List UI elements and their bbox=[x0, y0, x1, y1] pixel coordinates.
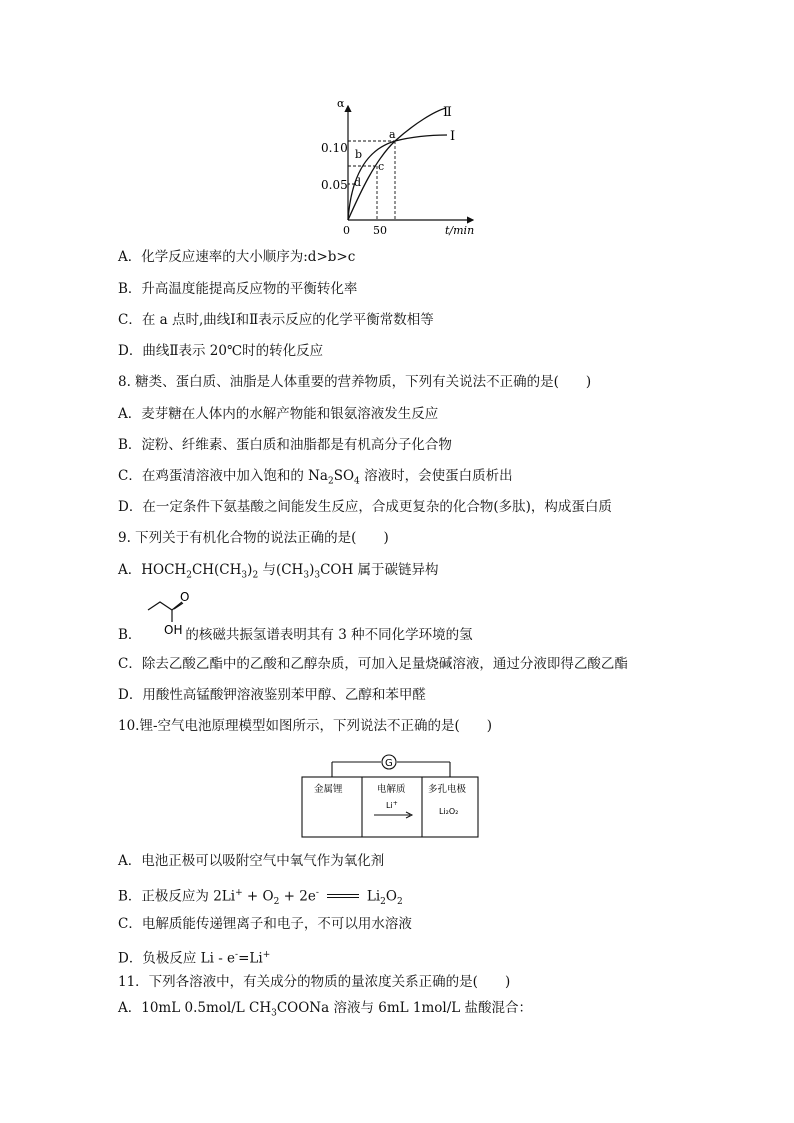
lithium-metal-label: 金属锂 bbox=[314, 784, 343, 795]
mol-hydroxyl-label: OH bbox=[164, 623, 183, 637]
point-label-a: a bbox=[389, 128, 396, 141]
conversion-graph bbox=[321, 97, 485, 240]
q10-option-b: B．正极反应为 $2Li^+ + O_2 + 2e^-$ $Li_2O_2$ bbox=[118, 888, 403, 908]
curve-II bbox=[348, 108, 446, 220]
curve-I bbox=[348, 135, 447, 220]
lithium-ion-label: Li+ bbox=[386, 800, 398, 810]
q9-option-d: D．用酸性高锰酸钾溶液鉴别苯甲醇、乙醇和苯甲醛 bbox=[118, 687, 426, 703]
q7-option-d: D．曲线Ⅱ表示 20℃时的转化反应 bbox=[118, 343, 324, 359]
point-label-c: c bbox=[378, 160, 385, 173]
x-axis-label: t/min bbox=[445, 224, 475, 237]
q10-option-c: C．电解质能传递锂离子和电子，不可以用水溶液 bbox=[118, 916, 412, 932]
lithium-air-cell-diagram bbox=[300, 752, 482, 840]
point-label-d: d bbox=[354, 176, 362, 189]
origin-label: 0 bbox=[343, 224, 350, 237]
q9-option-b: B． 的核磁共振氢谱表明其有 3 种不同化学环境的氢 bbox=[118, 627, 473, 643]
galvanometer-label: G bbox=[385, 758, 393, 769]
porous-electrode-label: 多孔电极 bbox=[428, 784, 467, 795]
curve-label-II: Ⅱ bbox=[443, 105, 452, 120]
q8-option-c: C．在鸡蛋清溶液中加入饱和的 $Na_2SO_4$ 溶液时，会使蛋白质析出 bbox=[118, 468, 513, 487]
y-axis-label: α bbox=[337, 97, 345, 110]
mol-oxygen-label: O bbox=[180, 590, 190, 604]
q9-option-c: C．除去乙酸乙酯中的乙酸和乙醇杂质，可加入足量烧碱溶液，通过分液即得乙酸乙酯 bbox=[118, 656, 628, 672]
q9-option-a: A．$HOCH_2CH(CH_3)_2$ 与$(CH_3)_3COH$ 属于碳链异构 bbox=[118, 562, 439, 581]
q8-stem: 8. 糖类、蛋白质、油脂是人体重要的营养物质，下列有关说法不正确的是( ) bbox=[118, 374, 592, 390]
q11-option-a: A．10mL 0.5mol/L $CH_3COONa$ 溶液与 6mL 1mol/L 盐酸混合： bbox=[118, 1000, 533, 1019]
q10-option-a: A．电池正极可以吸附空气中氧气作为氧化剂 bbox=[118, 853, 385, 869]
q9-stem: 9. 下列关于有机化合物的说法正确的是( ) bbox=[118, 530, 389, 546]
x-tick-50: 50 bbox=[373, 224, 387, 237]
q7-option-b: B．升高温度能提高反应物的平衡转化率 bbox=[118, 281, 358, 297]
q8-option-d: D．在一定条件下氨基酸之间能发生反应，合成更复杂的化合物(多肽)，构成蛋白质 bbox=[118, 499, 612, 515]
electrolyte-label: 电解质 bbox=[377, 784, 406, 795]
y-tick-005: 0.05 bbox=[321, 178, 348, 192]
q8-option-b: B．淀粉、纤维素、蛋白质和油脂都是有机高分子化合物 bbox=[118, 437, 452, 453]
q7-option-c: C．在 a 点时,曲线Ⅰ和Ⅱ表示反应的化学平衡常数相等 bbox=[118, 312, 434, 328]
y-tick-010: 0.10 bbox=[321, 141, 348, 155]
lithium-peroxide-label: Li₂O₂ bbox=[439, 807, 459, 816]
q8-option-a: A．麦芽糖在人体内的水解产物能和银氨溶液发生反应 bbox=[118, 406, 439, 422]
equation-equals-sign bbox=[327, 894, 359, 900]
curve-label-I: Ⅰ bbox=[450, 129, 456, 144]
q10-option-d: D．负极反应 Li - e-=Li+ bbox=[118, 950, 271, 967]
q10-stem: 10.锂-空气电池原理模型如图所示，下列说法不正确的是( ) bbox=[118, 718, 493, 734]
q7-option-a: A．化学反应速率的大小顺序为:d>b>c bbox=[118, 249, 356, 265]
q11-stem: 11．下列各溶液中，有关成分的物质的量浓度关系正确的是( ) bbox=[118, 974, 511, 990]
point-label-b: b bbox=[355, 148, 363, 161]
